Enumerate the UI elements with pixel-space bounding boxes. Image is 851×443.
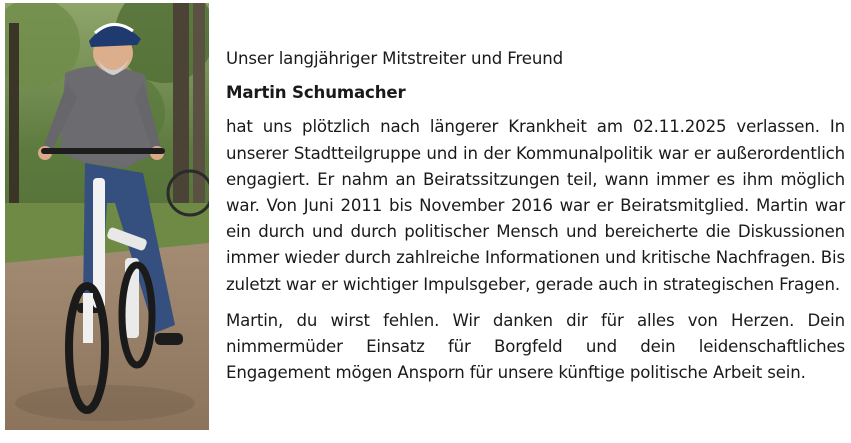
obituary-intro: Unser langjähriger Mitstreiter und Freund [226,49,563,68]
obituary-text [226,46,845,386]
obituary-body: hat uns plötzlich nach längerer Krankheit am 02.11.2025 verlassen. In unserer Stadtteilgruppe und in der Kommunalpolitik war er außerordentlich engagiert. Er nahm an Beiratssitzungen teil, wann immer es ihm möglich war. Von Juni 2011 bis November 2016 war er Beiratsmitglied. Martin war ein durch und durch politischer Mensch und bereicherte die Diskussionen immer wieder durch zahlreiche Informationen und kritische Nachfragen. Bis zuletzt war er wichtiger Impulsgeber, gerade auch in strategischen Fragen. [226,117,845,294]
deceased-name: Martin Schumacher [226,83,406,103]
person-on-bicycle-photo [5,3,209,430]
obituary-closing: Martin, du wirst fehlen. Wir danken dir für alles von Herzen. Dein nimmermüder Einsatz für Borgfeld und dein leidenschaftliches Engagement mögen Ansporn für unsere künftige politische Arbeit sein. [226,310,845,383]
portrait-photo [5,3,209,430]
